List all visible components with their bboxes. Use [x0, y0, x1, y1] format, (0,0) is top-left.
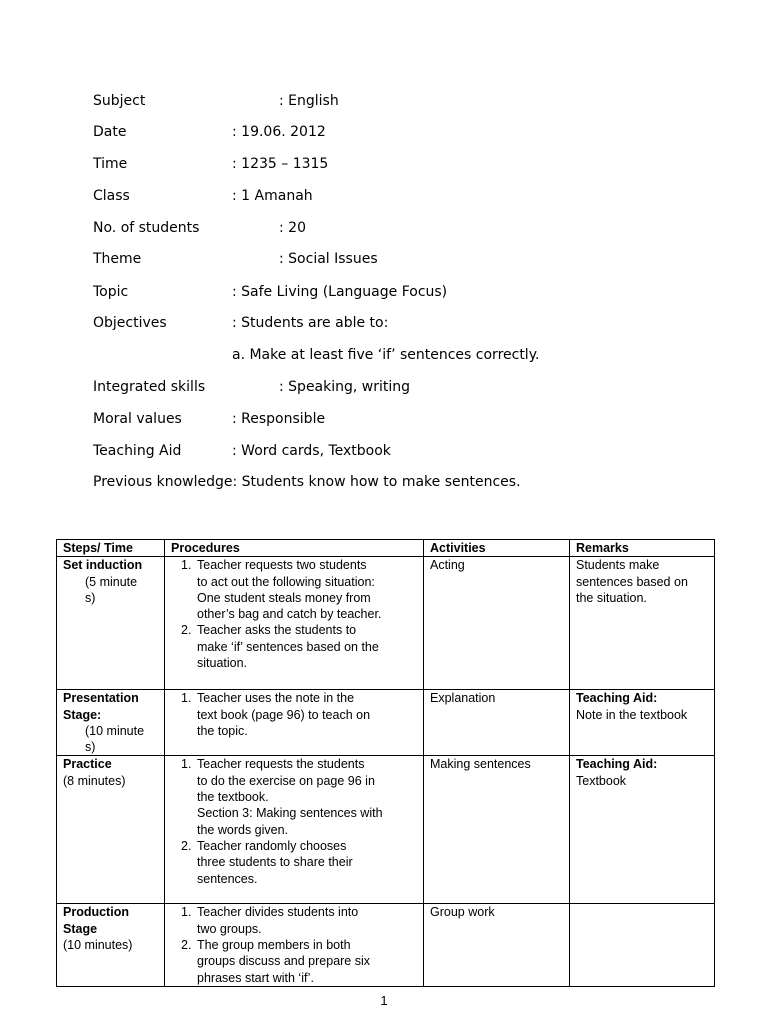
lesson-plan-table	[56, 539, 715, 987]
procedure-cell	[165, 756, 424, 904]
header-activities: Activities	[424, 540, 570, 557]
step-name: Presentation Stage:	[63, 691, 139, 722]
remarks-cell	[570, 690, 715, 756]
step-time: (10 minute	[85, 723, 145, 738]
theme-value: : Social Issues	[279, 251, 378, 267]
procedure-line: One student steals money from	[197, 590, 371, 605]
step-cell	[57, 904, 165, 986]
step-cell	[57, 756, 165, 904]
objectives-value: : Students are able to:	[232, 315, 389, 331]
date-label: Date	[93, 124, 127, 140]
previous-knowledge: Previous knowledge: Students know how to make sentences.	[93, 474, 521, 490]
step-name: Set induction	[63, 558, 143, 573]
moral-value: : Responsible	[232, 411, 326, 427]
table-row	[57, 904, 715, 986]
table-row	[57, 557, 715, 690]
students-label: No. of students	[93, 220, 200, 236]
procedure-cell	[165, 690, 424, 756]
theme-label: Theme	[93, 251, 142, 267]
page-number: 1	[380, 993, 388, 1008]
procedure-line: situation.	[197, 656, 248, 671]
activity-cell: Making sentences	[424, 756, 570, 904]
step-time: (5 minute	[85, 574, 138, 589]
procedure-cell	[165, 904, 424, 986]
moral-label: Moral values	[93, 411, 182, 427]
procedure-line: the topic.	[197, 723, 248, 738]
procedure-line: 2. The group members in both	[181, 938, 351, 953]
header-steps: Steps/ Time	[57, 540, 165, 557]
remark-line: sentences based on	[576, 574, 688, 589]
remarks-cell	[570, 904, 715, 986]
procedure-line: 1. Teacher requests the students	[181, 757, 365, 772]
procedure-line: 1. Teacher uses the note in the	[181, 691, 355, 706]
students-value: : 20	[279, 220, 306, 236]
objectives-label: Objectives	[93, 315, 167, 331]
procedure-line: make ‘if’ sentences based on the	[197, 639, 379, 654]
remark-line: the situation.	[576, 590, 647, 605]
skills-value: : Speaking, writing	[279, 379, 411, 395]
procedure-line: 2. Teacher randomly chooses	[181, 838, 347, 853]
topic-value: : Safe Living (Language Focus)	[232, 284, 448, 300]
procedure-line: three students to share their	[197, 855, 353, 870]
remarks-cell	[570, 756, 715, 904]
date-value: : 19.06. 2012	[232, 124, 326, 140]
aid-value: : Word cards, Textbook	[232, 443, 391, 459]
time-value: : 1235 – 1315	[232, 156, 329, 172]
procedure-line: other’s bag and catch by teacher.	[197, 607, 382, 622]
remark-line: Students make	[576, 558, 660, 573]
step-time: (10 minutes)	[63, 938, 133, 953]
procedure-line: 1. Teacher divides students into	[181, 905, 359, 920]
remark-heading: Teaching Aid:	[576, 757, 658, 772]
remark-line: Note in the textbook	[576, 707, 688, 722]
procedure-line: sentences.	[197, 871, 258, 886]
activity-cell: Acting	[424, 557, 570, 690]
procedure-cell	[165, 557, 424, 690]
procedure-line: to act out the following situation:	[197, 574, 375, 589]
procedure-line: the words given.	[197, 822, 289, 837]
procedure-line: text book (page 96) to teach on	[197, 707, 371, 722]
objective-item: a. Make at least five ‘if’ sentences correctly.	[232, 347, 540, 363]
time-label: Time	[93, 156, 128, 172]
remark-line: Textbook	[576, 773, 627, 788]
step-cell	[57, 690, 165, 756]
class-value: : 1 Amanah	[232, 188, 313, 204]
step-time: s)	[85, 590, 96, 605]
step-cell	[57, 557, 165, 690]
procedure-line: to do the exercise on page 96 in	[197, 773, 375, 788]
aid-label: Teaching Aid	[93, 443, 182, 459]
step-name: Practice	[63, 757, 112, 772]
procedure-line: phrases start with ‘if’.	[197, 970, 314, 985]
remarks-cell	[570, 557, 715, 690]
table-header-row	[57, 540, 715, 557]
header-remarks: Remarks	[570, 540, 715, 557]
procedure-line: 2. Teacher asks the students to	[181, 623, 357, 638]
procedure-line: 1. Teacher requests two students	[181, 558, 367, 573]
table-row	[57, 690, 715, 756]
procedure-line: Section 3: Making sentences with	[197, 806, 383, 821]
activity-cell: Group work	[424, 904, 570, 986]
subject-label: Subject	[93, 93, 146, 109]
activity-cell: Explanation	[424, 690, 570, 756]
subject-value: : English	[279, 93, 339, 109]
procedure-line: groups discuss and prepare six	[197, 954, 371, 969]
skills-label: Integrated skills	[93, 379, 206, 395]
class-label: Class	[93, 188, 130, 204]
step-time: s)	[85, 740, 96, 755]
table-row	[57, 756, 715, 904]
topic-label: Topic	[93, 284, 129, 300]
header-procedures: Procedures	[165, 540, 424, 557]
procedure-line: two groups.	[197, 921, 262, 936]
step-name: Production Stage	[63, 905, 129, 936]
step-time: (8 minutes)	[63, 773, 126, 788]
remark-heading: Teaching Aid:	[576, 691, 658, 706]
procedure-line: the textbook.	[197, 790, 269, 805]
